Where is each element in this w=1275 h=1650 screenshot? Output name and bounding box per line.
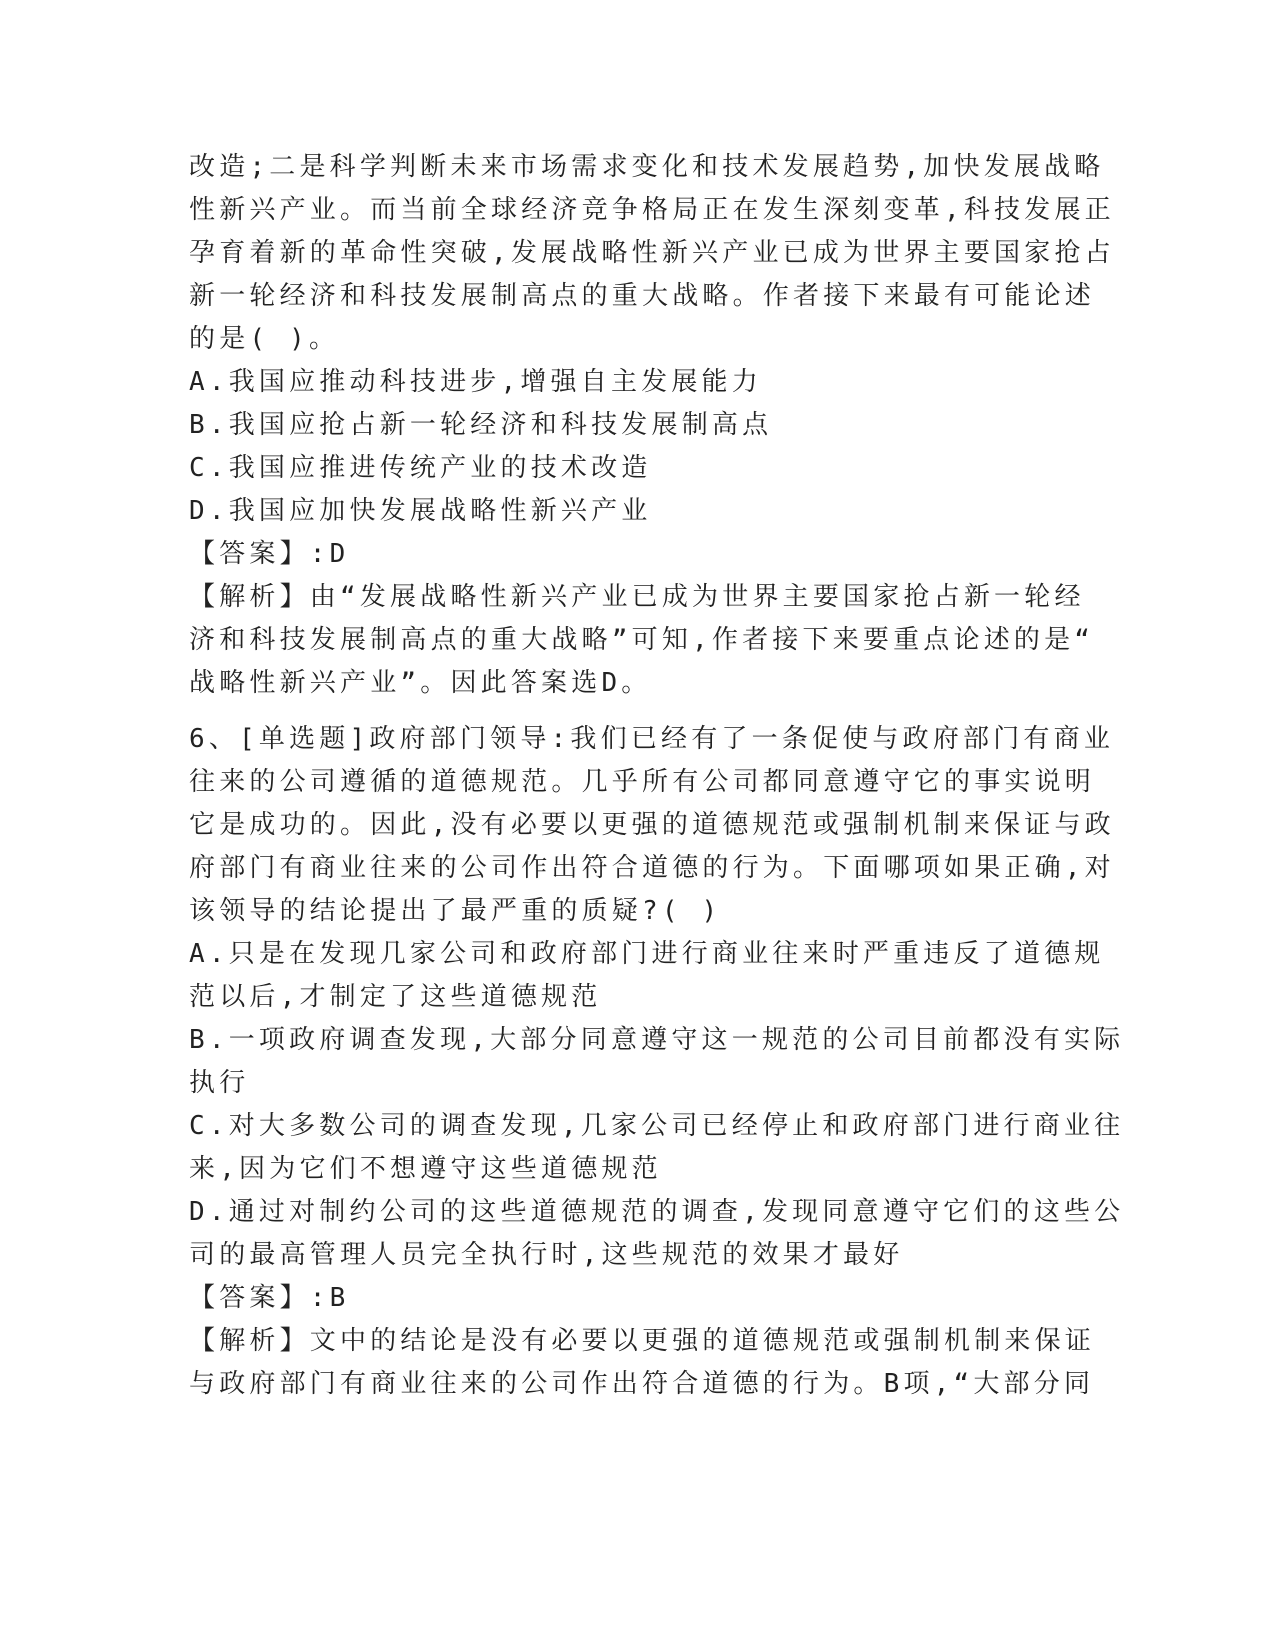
- analysis-line: 与政府部门有商业往来的公司作出符合道德的行为。B项,“大部分同: [189, 1369, 1095, 1399]
- option-a: A.我国应推动科技进步,增强自主发展能力: [189, 367, 762, 397]
- question-6-stem: [189, 718, 1115, 933]
- option-b: B.一项政府调查发现,大部分同意遵守这一规范的公司目前都没有实际: [189, 1025, 1125, 1055]
- option-b-continued: 执行: [189, 1068, 250, 1098]
- question-6-stem-line: 该领导的结论提出了最严重的质疑?( ): [189, 896, 722, 926]
- question-6-analysis: [189, 1320, 1096, 1406]
- question-5-stem: [189, 146, 1115, 361]
- analysis-line: 【解析】文中的结论是没有必要以更强的道德规范或强制机制来保证: [189, 1326, 1096, 1356]
- question-6-section: [189, 718, 1125, 1406]
- option-c-continued: 来,因为它们不想遵守这些道德规范: [189, 1154, 662, 1184]
- question-5-answer: 【答案】:D: [189, 539, 350, 569]
- option-d-continued: 司的最高管理人员完全执行时,这些规范的效果才最好: [189, 1240, 904, 1270]
- question-6-stem-line: 6、[单选题]政府部门领导:我们已经有了一条促使与政府部门有商业: [189, 724, 1115, 754]
- analysis-line: 【解析】由“发展战略性新兴产业已成为世界主要国家抢占新一轮经: [189, 582, 1085, 612]
- question-5-stem-line: 的是( )。: [189, 324, 340, 354]
- option-d: D.我国应加快发展战略性新兴产业: [189, 496, 652, 526]
- analysis-line: 战略性新兴产业”。因此答案选D。: [189, 668, 652, 698]
- question-5-stem-line: 新一轮经济和科技发展制高点的重大战略。作者接下来最有可能论述: [189, 281, 1096, 311]
- question-6-stem-line: 它是成功的。因此,没有必要以更强的道德规范或强制机制来保证与政: [189, 810, 1115, 840]
- page-content: [189, 146, 1125, 1406]
- question-5-analysis: [189, 576, 1095, 705]
- option-c: C.我国应推进传统产业的技术改造: [189, 453, 652, 483]
- question-5-stem-line: 孕育着新的革命性突破,发展战略性新兴产业已成为世界主要国家抢占: [189, 238, 1115, 268]
- question-6-stem-line: 往来的公司遵循的道德规范。几乎所有公司都同意遵守它的事实说明: [189, 767, 1096, 797]
- option-d: D.通过对制约公司的这些道德规范的调查,发现同意遵守它们的这些公: [189, 1197, 1125, 1227]
- question-6-stem-line: 府部门有商业往来的公司作出符合道德的行为。下面哪项如果正确,对: [189, 853, 1115, 883]
- option-c: C.对大多数公司的调查发现,几家公司已经停止和政府部门进行商业往: [189, 1111, 1125, 1141]
- question-6-answer: 【答案】:B: [189, 1283, 350, 1313]
- question-5-stem-line: 性新兴产业。而当前全球经济竞争格局正在发生深刻变革,科技发展正: [189, 195, 1115, 225]
- section-gap: [189, 705, 1089, 718]
- option-a: A.只是在发现几家公司和政府部门进行商业往来时严重违反了道德规: [189, 939, 1105, 969]
- analysis-line: 济和科技发展制高点的重大战略”可知,作者接下来要重点论述的是“: [189, 625, 1095, 655]
- question-5-stem-line: 改造;二是科学判断未来市场需求变化和技术发展趋势,加快发展战略: [189, 152, 1105, 182]
- question-5-section: [189, 146, 1115, 705]
- question-6-options: [189, 933, 1125, 1277]
- question-5-options: [189, 361, 1089, 533]
- option-b: B.我国应抢占新一轮经济和科技发展制高点: [189, 410, 773, 440]
- option-a-continued: 范以后,才制定了这些道德规范: [189, 982, 602, 1012]
